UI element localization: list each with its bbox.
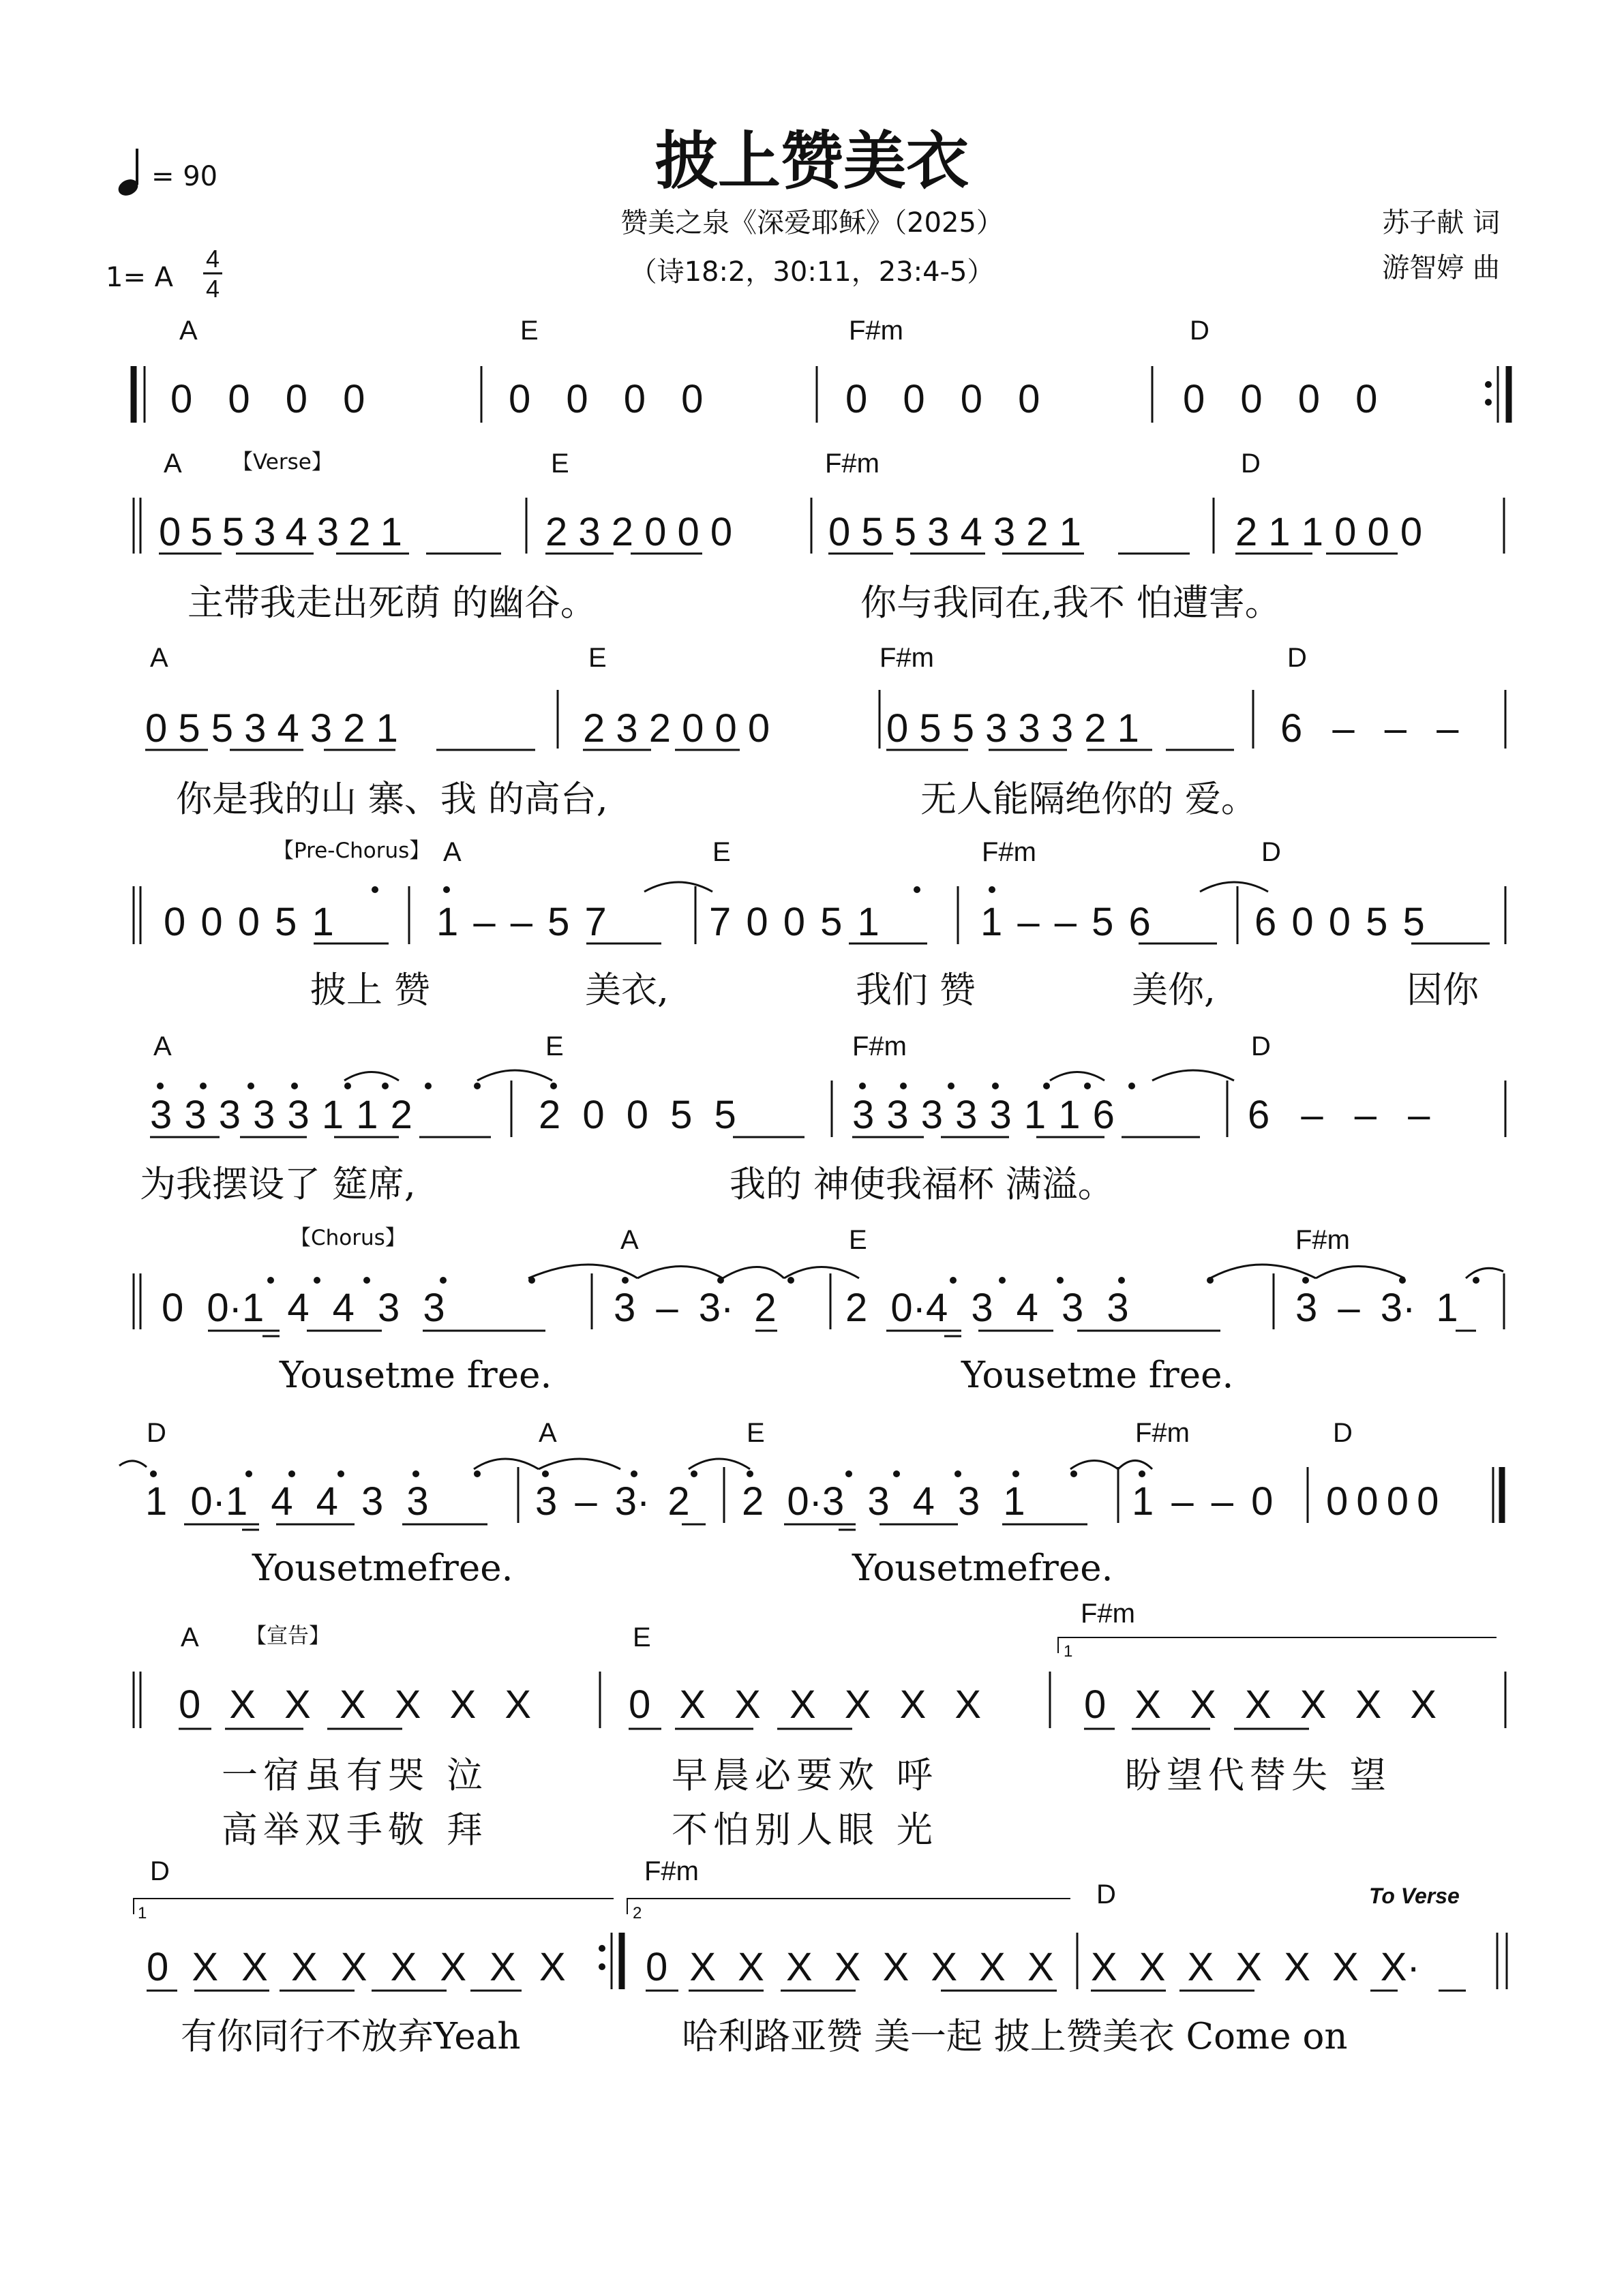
section-label-declare: 【宣告】 — [245, 1624, 330, 1648]
chord-label: A — [181, 1622, 199, 1652]
measure: 0 0 0 0 — [1326, 1479, 1439, 1524]
lyric-line: 无人能隔绝你的 爱。 — [920, 779, 1257, 820]
measure: 0 X X X X X X X X — [147, 1945, 566, 1989]
chord-label: F#m — [644, 1856, 699, 1886]
volta-number: 1 — [1064, 1642, 1073, 1661]
measure: 3 – 3· 1 — [1295, 1286, 1458, 1330]
lyric-line: 不怕别人眼 光 — [672, 1809, 938, 1851]
chord-label: D — [1190, 316, 1209, 346]
key-text: 1= A — [106, 262, 174, 293]
lyric-line: Yousetmefree. — [252, 1547, 513, 1589]
measure: 7 0 0 5 1 — [709, 900, 879, 944]
measure: 0 5 5 3 4 3 2 1 — [159, 510, 402, 554]
composer-credit: 游智婷 曲 — [1382, 252, 1500, 284]
measure: 3 – 3· 2 — [535, 1479, 690, 1524]
row-chorus-1 — [134, 1225, 1504, 1396]
chord-label: D — [1241, 449, 1261, 479]
row-prechorus-1 — [134, 837, 1505, 1011]
chord-label: E — [747, 1418, 765, 1448]
chord-label: A — [539, 1418, 557, 1448]
chord-label: F#m — [879, 643, 934, 673]
measure: X X X X X X X· — [1091, 1945, 1420, 1989]
measure: 1 – – 0 — [1132, 1479, 1274, 1524]
lyric-line: 有你同行不放弃Yeah — [181, 2016, 521, 2057]
row-verse-2 — [145, 643, 1505, 820]
volta-number: 2 — [633, 1904, 642, 1922]
lyricist-credit: 苏子献 词 — [1382, 207, 1500, 239]
measure: 0 0·1 4 4 3 3 — [162, 1286, 445, 1330]
measure: 3 3 3 3 3 1 1 6 — [852, 1093, 1115, 1137]
lyric-line: 我们 赞 — [856, 969, 976, 1011]
measure: 0 0 0 0 — [1183, 377, 1378, 421]
chord-label: E — [520, 316, 539, 346]
chord-label: D — [147, 1418, 166, 1448]
chord-label: D — [1251, 1031, 1271, 1061]
row-prechorus-2 — [140, 1031, 1505, 1205]
chord-label: A — [164, 449, 182, 479]
chord-label: F#m — [1295, 1225, 1350, 1255]
row-intro — [134, 316, 1509, 423]
lyric-line: 我的 神使我福杯 满溢。 — [730, 1164, 1114, 1205]
volta-number: 1 — [138, 1904, 147, 1922]
lyric-line: Yousetme free. — [961, 1355, 1234, 1396]
measure: 2 0·4 3 4 3 3 — [845, 1286, 1129, 1330]
lyric-line: 美衣, — [585, 969, 669, 1011]
lyric-line: 你与我同在,我不 怕遭害。 — [860, 582, 1281, 624]
measure: 1 – – 5 6 — [980, 900, 1151, 944]
lyric-line: 因你 — [1407, 969, 1479, 1011]
chord-label: A — [150, 643, 168, 673]
chord-label: A — [179, 316, 198, 346]
tempo-mark — [116, 149, 217, 198]
measure: 0 0 0 0 — [170, 377, 365, 421]
lyric-line: 你是我的山 寨、我 的高台, — [176, 779, 608, 820]
row-chorus-2 — [119, 1418, 1502, 1589]
lyric-line: 哈利路亚赞 美一起 披上赞美衣 Come on — [682, 2016, 1348, 2057]
chord-label: E — [849, 1225, 867, 1255]
chord-label: D — [1333, 1418, 1353, 1448]
chord-label: F#m — [1081, 1599, 1135, 1629]
row-declaration-1 — [134, 1599, 1505, 1851]
measure: 0 X X X X X X — [629, 1682, 982, 1727]
chord-label: A — [443, 837, 462, 867]
song-title: 披上赞美衣 — [655, 125, 969, 198]
row-declaration-2 — [134, 1856, 1507, 2057]
lyric-line: 披上 赞 — [310, 969, 430, 1011]
measure: 6 0 0 5 5 — [1254, 900, 1425, 944]
chord-label: A — [620, 1225, 639, 1255]
measure: 0 5 5 3 4 3 2 1 — [145, 706, 398, 751]
measure: 0 0 0 5 1 — [164, 900, 334, 944]
measure: 1 0·1 4 4 3 3 — [145, 1479, 429, 1524]
measure: 2 3 2 0 0 0 — [545, 510, 733, 554]
measure: 2 1 1 0 0 0 — [1235, 510, 1423, 554]
measure: 2 0 0 5 5 — [539, 1093, 736, 1137]
measure: 3 3 3 3 3 1 1 2 — [150, 1093, 412, 1137]
measure: 3 – 3· 2 — [614, 1286, 777, 1330]
section-label-verse: 【Verse】 — [232, 450, 333, 474]
section-label-chorus: 【Chorus】 — [290, 1226, 406, 1250]
time-sig-bottom: 4 — [205, 275, 220, 303]
chord-label: F#m — [982, 837, 1036, 867]
measure: 0 0 0 0 — [509, 377, 704, 421]
chord-label: D — [1287, 643, 1307, 673]
lyric-line: 盼望代替失 望 — [1125, 1755, 1392, 1796]
measure: 0 5 5 3 3 3 2 1 — [886, 706, 1139, 751]
tempo-text: = 90 — [151, 161, 218, 192]
chord-label: E — [712, 837, 731, 867]
chord-label: A — [153, 1031, 172, 1061]
to-verse-label: To Verse — [1369, 1884, 1460, 1908]
chord-label: E — [588, 643, 607, 673]
time-sig-top: 4 — [205, 245, 220, 273]
measure: 0 X X X X X X X X — [646, 1945, 1054, 1989]
chord-label: D — [1096, 1879, 1116, 1909]
chord-label: F#m — [849, 316, 903, 346]
section-label-prechorus: 【Pre-Chorus】 — [273, 839, 431, 863]
measure: 6 – – – — [1280, 706, 1459, 751]
scripture-reference: （诗18:2，30:11，23:4-5） — [629, 256, 995, 288]
lyric-line: 一宿虽有哭 泣 — [222, 1755, 488, 1796]
measure: 2 0·3 3 4 3 1 — [742, 1479, 1025, 1524]
measure: 0 5 5 3 4 3 2 1 — [828, 510, 1081, 554]
chord-label: E — [633, 1622, 651, 1652]
chord-label: D — [1261, 837, 1281, 867]
chord-label: F#m — [825, 449, 879, 479]
lyric-line: 早晨必要欢 呼 — [672, 1755, 938, 1796]
measure: 1 – – 5 7 — [436, 900, 607, 944]
lyric-line: 主带我走出死荫 的幽谷。 — [187, 582, 597, 624]
key-signature — [106, 245, 222, 303]
lyric-line: 高举双手敬 拜 — [222, 1809, 488, 1851]
lyric-line: 美你, — [1132, 969, 1216, 1011]
measure: 6 – – – — [1248, 1093, 1430, 1137]
measure: 2 3 2 0 0 0 — [583, 706, 770, 751]
album-subtitle: 赞美之泉《深爱耶稣》（2025） — [620, 207, 1004, 239]
chord-label: E — [545, 1031, 564, 1061]
row-verse-1 — [134, 449, 1504, 624]
chord-label: F#m — [852, 1031, 907, 1061]
lyric-line: Yousetme free. — [280, 1355, 552, 1396]
lyric-line: 为我摆设了 筵席, — [140, 1164, 416, 1205]
measure: 0 X X X X X X — [1084, 1682, 1437, 1727]
chord-label: F#m — [1135, 1418, 1190, 1448]
lyric-line: Yousetmefree. — [852, 1547, 1113, 1589]
measure: 0 X X X X X X — [179, 1682, 532, 1727]
chord-label: E — [551, 449, 569, 479]
measure: 0 0 0 0 — [845, 377, 1040, 421]
chord-label: D — [150, 1856, 170, 1886]
